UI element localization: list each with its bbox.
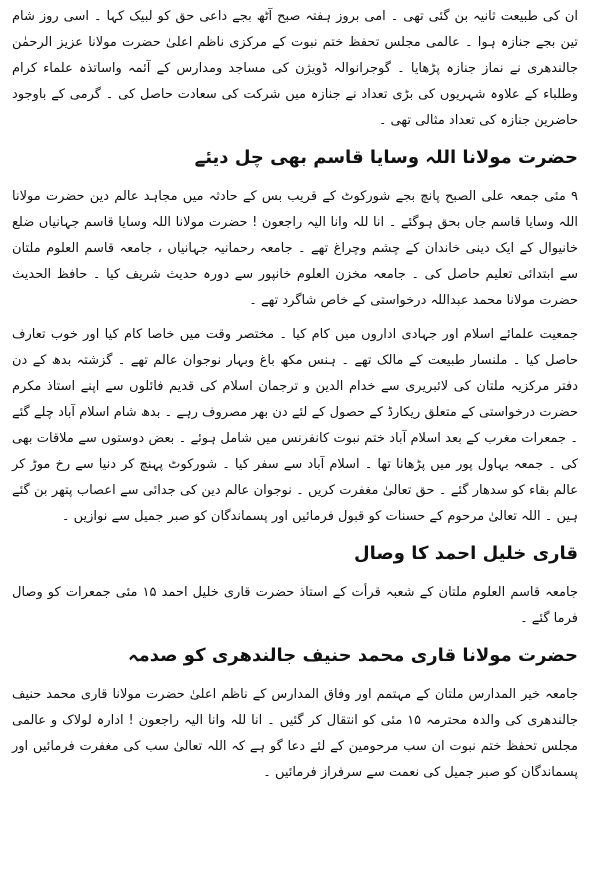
section1-paragraph-2: جمعیت علمائے اسلام اور جہادی اداروں میں کام کیا ۔ مختصر وقت میں خاصا کام کیا اور خوب تعارف حاصل کیا ۔ ملنسار طبیعت کے مالک تھے ۔ ہنس مکھ باغ وبہار نوجوان عالم تھے ۔ گزشتہ بدھ کے دن دفتر مرکزیہ ملتان کی لائبریری سے خدام الدین و ترجمان اسلام کی قدیم فائلوں سے اپنے استاذ مکرم حضرت درخواستی کے متعلق ریکارڈ کے حصول کے لئے دن بھر مصروف رہے ۔ بدھ شام اسلام آباد چلے گئے ۔ جمعرات مغرب کے بعد اسلام آباد ختم نبوت کانفرنس میں شامل ہوئے ۔ بعض دوستوں سے ملاقات بھی کی ۔ جمعہ بہاول پور میں پڑھانا تھا ۔ اسلام آباد سے سفر کیا ۔ شورکوٹ پہنچ کر دنیا سے رخ موڑ کر عالم بقاء کو سدھار گئے ۔ حق تعالیٰ مغفرت کریں ۔ نوجوان عالم دین کی جدائی سے اعصاب پتھر بن گئے ہیں ۔ اللہ تعالیٰ مرحوم کے حسنات کو قبول فرمائیں اور پسماندگان کو صبر جمیل سے نوازیں ۔ (12, 327, 578, 524)
section-heading-qari-hanif-jalandhari: حضرت مولانا قاری محمد حنیف جالندھری کو صدمہ (128, 645, 578, 666)
section2-paragraph: جامعہ قاسم العلوم ملتان کے شعبہ قرأت کے استاذ حضرت قاری خلیل احمد ۱۵ مئی جمعرات کو وصال فرما گئے ۔ (12, 585, 578, 626)
section3-paragraph: جامعہ خیر المدارس ملتان کے مہتمم اور وفاق المدارس کے ناظم اعلیٰ حضرت مولانا قاری محمد حنیف جالندھری کی والدہ محترمہ ۱۵ مئی کو انتقال کر گئیں ۔ انا للہ وانا الیہ راجعون ! ادارہ لولاک و عالمی مجلس تحفظ ختم نبوت ان سب مرحومین کے لئے دعا گو ہے کہ اللہ تعالیٰ سب کی مغفرت فرمائیں اور پسماندگان کو صبر جمیل کی نعمت سے سرفراز فرمائیں ۔ (12, 687, 578, 780)
intro-paragraph: ان کی طبیعت ثانیہ بن گئی تھی ۔ امی بروز ہفتہ صبح آٹھ بجے داعی حق کو لبیک کہا ۔ اسی روز شام تین بجے جنازہ ہوا ۔ عالمی مجلس تحفظ ختم نبوت کے مرکزی ناظم اعلیٰ حضرت مولانا عزیز الرحمٰن جالندھری نے نماز جنازہ پڑھایا ۔ گوجرانوالہ ڈویژن کی مساجد ومدارس کے آئمہ واساتذہ علماء کرام وطلباء کے علاوہ شہریوں کی بڑی تعداد نے جنازہ میں شرکت کی سعادت حاصل کی ۔ گرمی کے باوجود حاضرین جنازہ کی تعداد مثالی تھی ۔ (12, 9, 578, 128)
section-heading-maulana-allah-wasaya: حضرت مولانا اللہ وسایا قاسم بھی چل دیئے (194, 147, 578, 168)
section-heading-qari-khalil-ahmad: قاری خلیل احمد کا وصال (354, 543, 578, 564)
section1-paragraph-1: ۹ مئی جمعہ علی الصبح پانچ بجے شورکوٹ کے قریب بس کے حادثہ میں مجاہد عالم دین حضرت مولانا اللہ وسایا قاسم جاں بحق ہوگئے ۔ انا للہ وانا الیہ راجعون ! حضرت مولانا اللہ وسایا قاسم جہانیاں ضلع خانیوال کے ایک دینی خاندان کے چشم وچراغ تھے ۔ جامعہ رحمانیہ جہانیاں ، جامعہ قاسم العلوم ملتان سے ابتدائی تعلیم حاصل کی ۔ جامعہ مخزن العلوم خانپور سے دورہ حدیث شریف کیا ۔ حافظ الحدیث حضرت مولانا محمد عبداللہ درخواستی کے خاص شاگرد تھے ۔ (12, 189, 578, 308)
